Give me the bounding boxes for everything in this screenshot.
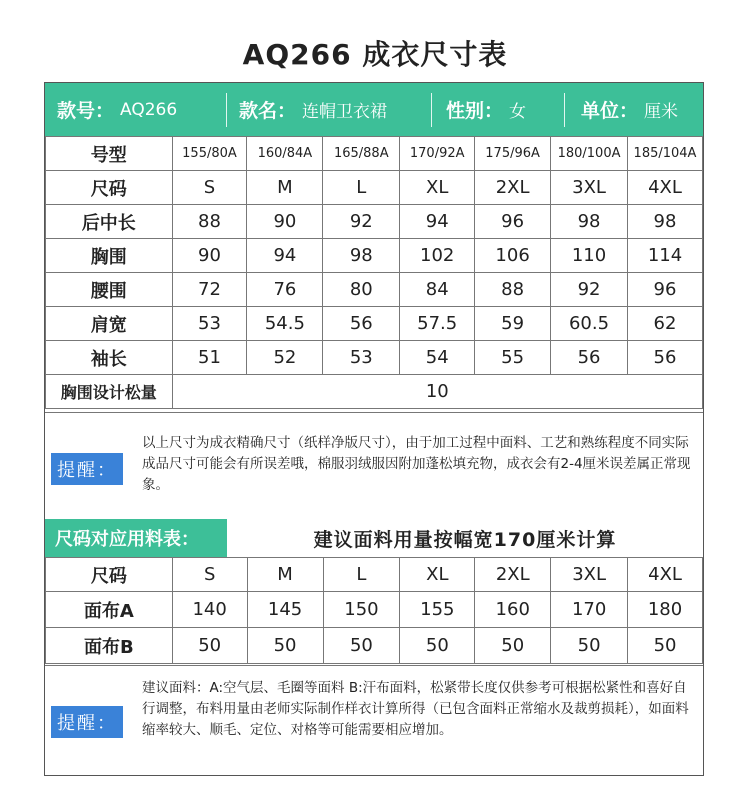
- table-row: [46, 341, 703, 375]
- table-cell: 185/104A: [628, 137, 703, 171]
- table-cell: 114: [628, 239, 703, 273]
- table-cell: 59: [475, 307, 551, 341]
- table-cell: 98: [323, 239, 400, 273]
- table-cell: 96: [628, 273, 703, 307]
- product-code-label: 款号：: [57, 100, 115, 122]
- table-cell: 106: [475, 239, 551, 273]
- table-cell: 52: [247, 341, 323, 375]
- table-cell: 145: [247, 592, 323, 628]
- table-row: [46, 558, 703, 592]
- table-cell: XL: [400, 558, 475, 592]
- table-cell: 50: [247, 628, 323, 664]
- product-name-value: 连帽卫衣裙: [302, 102, 388, 122]
- table-cell: 2XL: [475, 558, 551, 592]
- table-cell: XL: [400, 171, 475, 205]
- fabric-table: [45, 557, 703, 664]
- table-cell: 56: [551, 341, 628, 375]
- table-row: [46, 307, 703, 341]
- reminder-note-2: [45, 665, 703, 777]
- table-cell: M: [247, 171, 323, 205]
- unit-value: 厘米: [644, 102, 679, 122]
- table-cell: 50: [400, 628, 475, 664]
- product-header-bar: [45, 83, 703, 136]
- reminder-note-1: [45, 412, 703, 520]
- row-label: 面布A: [46, 592, 173, 628]
- reminder-tag: 提醒：: [51, 706, 123, 738]
- header-divider: [431, 93, 432, 127]
- table-cell: 57.5: [400, 307, 475, 341]
- table-cell: 3XL: [551, 558, 628, 592]
- table-cell: 56: [323, 307, 400, 341]
- table-cell: 88: [475, 273, 551, 307]
- table-cell: 96: [475, 205, 551, 239]
- table-cell: 155/80A: [172, 137, 247, 171]
- table-cell: 88: [172, 205, 247, 239]
- table-row: [46, 592, 703, 628]
- table-cell: 90: [247, 205, 323, 239]
- table-cell: 2XL: [475, 171, 551, 205]
- table-row: [46, 205, 703, 239]
- page-title: AQ266 成衣尺寸表: [242, 38, 508, 71]
- row-label: 面布B: [46, 628, 173, 664]
- ease-value: 10: [172, 375, 702, 409]
- table-cell: 90: [172, 239, 247, 273]
- table-cell: 98: [628, 205, 703, 239]
- product-name: [227, 83, 431, 136]
- product-name-label: 款名：: [239, 100, 297, 122]
- row-label: 腰围: [46, 273, 173, 307]
- table-cell: 50: [172, 628, 247, 664]
- table-cell: 53: [323, 341, 400, 375]
- table-cell: S: [172, 558, 247, 592]
- table-cell: 175/96A: [475, 137, 551, 171]
- table-row: [46, 171, 703, 205]
- table-cell: 4XL: [628, 558, 703, 592]
- table-cell: M: [247, 558, 323, 592]
- table-cell: 165/88A: [323, 137, 400, 171]
- table-cell: 76: [247, 273, 323, 307]
- table-cell: 94: [247, 239, 323, 273]
- table-row: [46, 273, 703, 307]
- row-label: 后中长: [46, 205, 173, 239]
- unit-label: 单位：: [581, 100, 639, 122]
- table-cell: 92: [551, 273, 628, 307]
- table-row: [46, 137, 703, 171]
- table-cell: 140: [172, 592, 247, 628]
- product-code-value: AQ266: [120, 99, 178, 120]
- table-cell: 180: [628, 592, 703, 628]
- table-cell: L: [323, 171, 400, 205]
- product-code: [45, 83, 226, 136]
- gender: [432, 83, 564, 136]
- table-cell: 102: [400, 239, 475, 273]
- ease-row: [46, 375, 703, 409]
- reminder-text: 以上尺寸为成衣精确尺寸（纸样净版尺寸），由于加工过程中面料、工艺和熟练程度不同实际成品尺寸可能会有所误差哦，棉服羽绒服因附加蓬松填充物，成衣会有2-4厘米误差属正常现象。: [142, 435, 691, 493]
- header-divider: [564, 93, 565, 127]
- table-cell: S: [172, 171, 247, 205]
- size-chart-frame: [44, 82, 704, 776]
- table-cell: 50: [323, 628, 400, 664]
- table-cell: 98: [551, 205, 628, 239]
- table-cell: 84: [400, 273, 475, 307]
- table-cell: 53: [172, 307, 247, 341]
- table-cell: 94: [400, 205, 475, 239]
- table-cell: 62: [628, 307, 703, 341]
- table-cell: L: [323, 558, 400, 592]
- reminder-text: 建议面料：A:空气层、毛圈等面料 B:汗布面料，松紧带长度仅供参考可根据松紧性和喜好自行调整，布料用量由老师实际制作样衣计算所得（已包含面料正常缩水及裁剪损耗），如面料缩率较大、顺毛、定位、对格等可能需要相应增加。: [142, 680, 689, 738]
- table-cell: 4XL: [628, 171, 703, 205]
- size-table: [45, 136, 703, 409]
- unit: [565, 83, 703, 136]
- table-cell: 50: [551, 628, 628, 664]
- row-label: 肩宽: [46, 307, 173, 341]
- table-cell: 160: [475, 592, 551, 628]
- table-cell: 54: [400, 341, 475, 375]
- row-label: 尺码: [46, 558, 173, 592]
- table-cell: 92: [323, 205, 400, 239]
- table-cell: 50: [628, 628, 703, 664]
- row-label: 胸围: [46, 239, 173, 273]
- table-cell: 51: [172, 341, 247, 375]
- table-cell: 80: [323, 273, 400, 307]
- table-cell: 72: [172, 273, 247, 307]
- table-cell: 170/92A: [400, 137, 475, 171]
- table-cell: 180/100A: [551, 137, 628, 171]
- row-label: 袖长: [46, 341, 173, 375]
- table-cell: 155: [400, 592, 475, 628]
- table-cell: 60.5: [551, 307, 628, 341]
- table-cell: 110: [551, 239, 628, 273]
- gender-label: 性别：: [446, 100, 504, 122]
- fabric-usage-bar: [45, 519, 703, 557]
- table-cell: 56: [628, 341, 703, 375]
- table-row: [46, 628, 703, 664]
- table-cell: 3XL: [551, 171, 628, 205]
- reminder-tag: 提醒：: [51, 453, 123, 485]
- header-divider: [226, 93, 227, 127]
- fabric-usage-label: 尺码对应用料表：: [45, 519, 227, 557]
- table-row: [46, 239, 703, 273]
- gender-value: 女: [509, 102, 527, 122]
- row-label: 尺码: [46, 171, 173, 205]
- row-label: 号型: [46, 137, 173, 171]
- ease-label: 胸围设计松量: [46, 375, 173, 409]
- table-cell: 150: [323, 592, 400, 628]
- fabric-usage-note: 建议面料用量按幅宽170厘米计算: [313, 528, 617, 551]
- table-cell: 50: [475, 628, 551, 664]
- table-cell: 170: [551, 592, 628, 628]
- table-cell: 54.5: [247, 307, 323, 341]
- table-cell: 160/84A: [247, 137, 323, 171]
- table-cell: 55: [475, 341, 551, 375]
